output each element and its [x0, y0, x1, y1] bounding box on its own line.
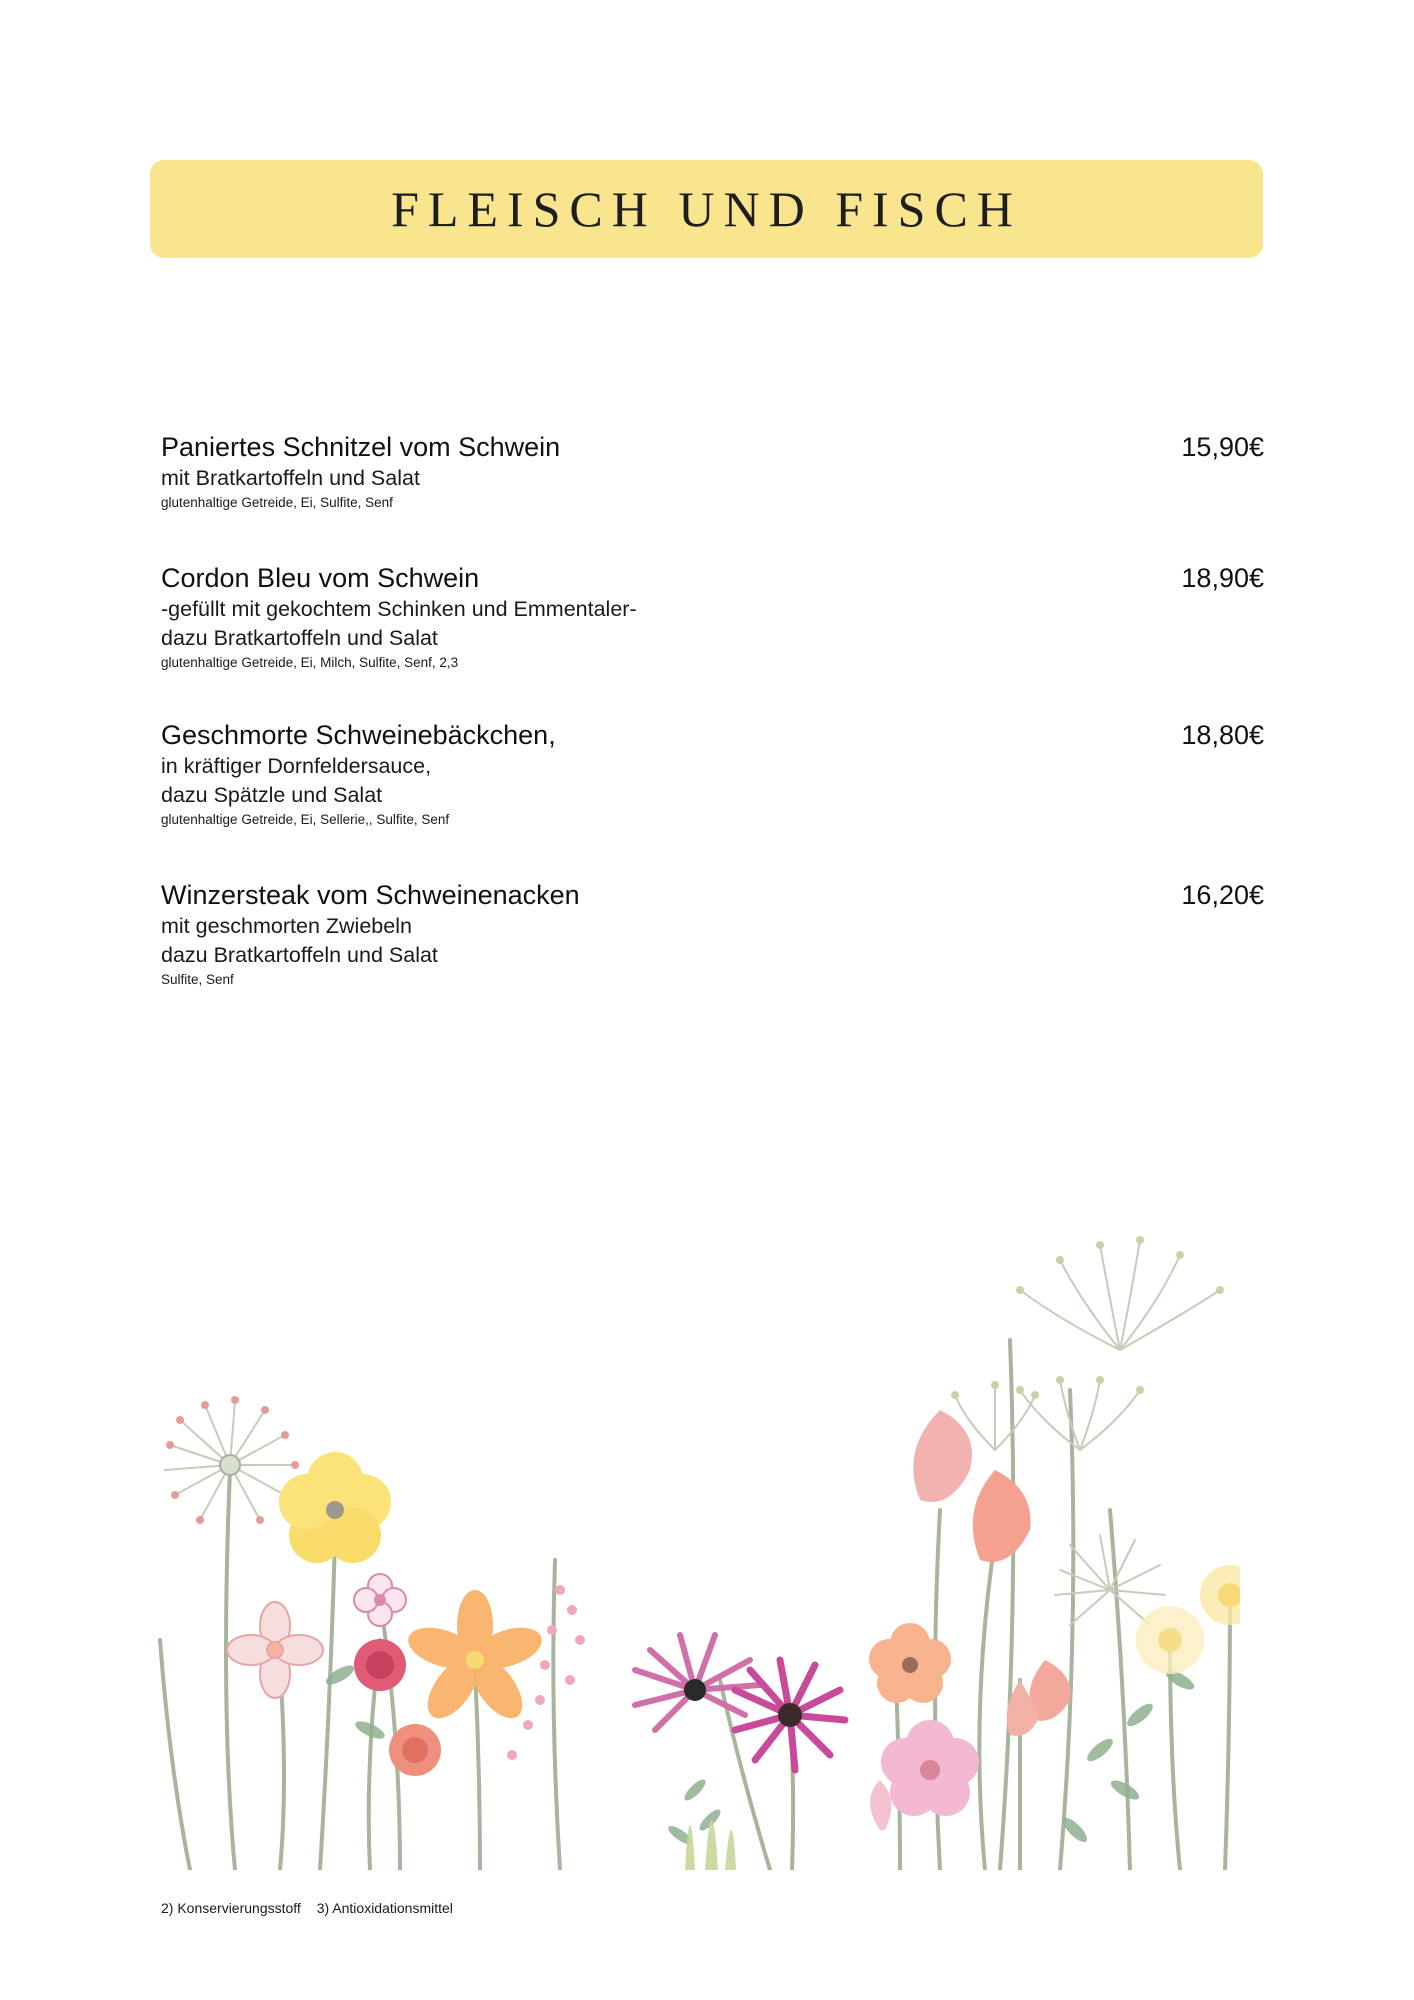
item-name: Winzersteak vom Schweinenacken	[161, 880, 580, 910]
footnote: 3) Antioxidationsmittel	[316, 1900, 453, 1916]
item-description: mit Bratkartoffeln und Salat	[161, 466, 420, 490]
item-price: 18,80€	[1181, 720, 1264, 750]
item-allergens: glutenhaltige Getreide, Ei, Sellerie,, Sulfite, Senf	[161, 812, 450, 827]
menu-item	[161, 718, 1264, 830]
footnote: 2) Konservierungsstoff	[161, 1900, 301, 1916]
footnotes	[161, 1900, 465, 1916]
item-name: Cordon Bleu vom Schwein	[161, 563, 480, 593]
item-allergens: glutenhaltige Getreide, Ei, Sulfite, Senf	[161, 495, 393, 510]
item-description: mit geschmorten Zwiebeln	[161, 914, 412, 938]
menu-item	[161, 430, 1264, 513]
item-description: dazu Spätzle und Salat	[161, 783, 383, 807]
section-title: FLEISCH UND FISCH	[391, 181, 1022, 237]
menu-item	[161, 561, 1264, 673]
item-name: Geschmorte Schweinebäckchen,	[161, 720, 556, 750]
item-price: 15,90€	[1181, 432, 1264, 462]
wildflower-illustration	[140, 1210, 1240, 1870]
item-description: in kräftiger Dornfeldersauce,	[161, 754, 432, 778]
item-description: dazu Bratkartoffeln und Salat	[161, 943, 438, 967]
item-price: 18,90€	[1181, 563, 1264, 593]
section-banner	[150, 160, 1263, 258]
item-price: 16,20€	[1181, 880, 1264, 910]
menu-item	[161, 878, 1264, 990]
item-description: -gefüllt mit gekochtem Schinken und Emmentaler-	[161, 597, 637, 621]
item-allergens: Sulfite, Senf	[161, 972, 234, 987]
item-name: Paniertes Schnitzel vom Schwein	[161, 432, 561, 462]
item-allergens: glutenhaltige Getreide, Ei, Milch, Sulfite, Senf, 2,3	[161, 655, 459, 670]
item-description: dazu Bratkartoffeln und Salat	[161, 626, 438, 650]
